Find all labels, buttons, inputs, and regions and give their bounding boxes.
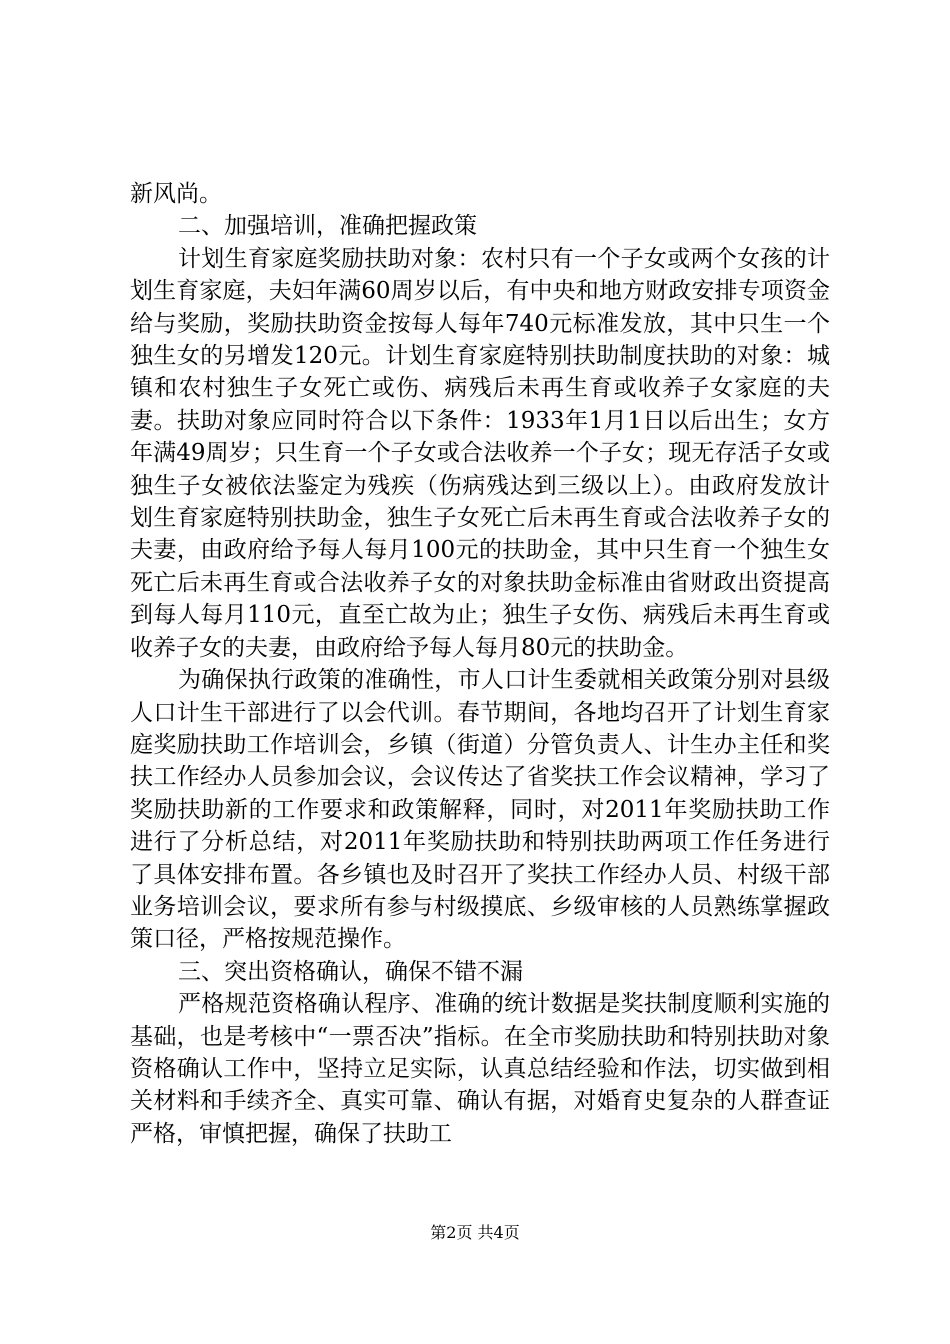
opening-fragment: 新风尚。 [130, 181, 222, 207]
paragraph-training-meetings: 为确保执行政策的准确性，市人口计生委就相关政策分别对县级人口计生干部进行了以会代训。春节期间，各地均召开了计划生育家庭奖励扶助工作培训会，乡镇（街道）分管负责人、计生办主任和奖扶工作经办人员参加会议，会议传达了省奖扶工作会议精神，学习了奖励扶助新的工作要求和政策解释，同时，对2011年奖励扶助工作进行了分析总结，对2011年奖励扶助和特别扶助两项工作任务进行了具体安排布置。各乡镇也及时召开了奖扶工作经办人员、村级干部业务培训会议，要求所有参与村级摸底、乡级审核的人员熟练掌握政策口径，严格按规范操作。 [130, 667, 830, 953]
document-body [130, 178, 830, 1150]
page-number-footer: 第2页 共4页 [430, 1223, 520, 1242]
section-heading-training: 二、加强培训，准确把握政策 [178, 213, 477, 240]
paragraph-reward-policy: 计划生育家庭奖励扶助对象：农村只有一个子女或两个女孩的计划生育家庭，夫妇年满60周岁以后，有中央和地方财政安排专项资金给与奖励，奖励扶助资金按每人每年740元标准发放，其中只生一个独生女的另增发120元。计划生育家庭特别扶助制度扶助的对象：城镇和农村独生子女死亡或伤、病残后未再生育或收养子女家庭的夫妻。扶助对象应同时符合以下条件：1933年1月1日以后出生；女方年满49周岁；只生育一个子女或合法收养一个子女；现无存活子女或独生子女被依法鉴定为残疾（伤病残达到三级以上）。由政府发放计划生育家庭特别扶助金，独生子女死亡后未再生育或合法收养子女的夫妻，由政府给予每人每月100元的扶助金，其中只生育一个独生女死亡后未再生育或合法收养子女的对象扶助金标准由省财政出资提高到每人每月110元，直至亡故为止；独生子女伤、病残后未再生育或收养子女的夫妻，由政府给予每人每月80元的扶助金。 [130, 245, 830, 661]
paragraph-qualification: 严格规范资格确认程序、准确的统计数据是奖扶制度顺利实施的基础，也是考核中“一票否决”指标。在全市奖励扶助和特别扶助对象资格确认工作中，坚持立足实际，认真总结经验和作法，切实做到相关材料和手续齐全、真实可靠、确认有据，对婚育史复杂的人群查证严格，审慎把握，确保了扶助工 [130, 991, 830, 1147]
section-heading-qualification: 三、突出资格确认，确保不错不漏 [178, 958, 523, 985]
